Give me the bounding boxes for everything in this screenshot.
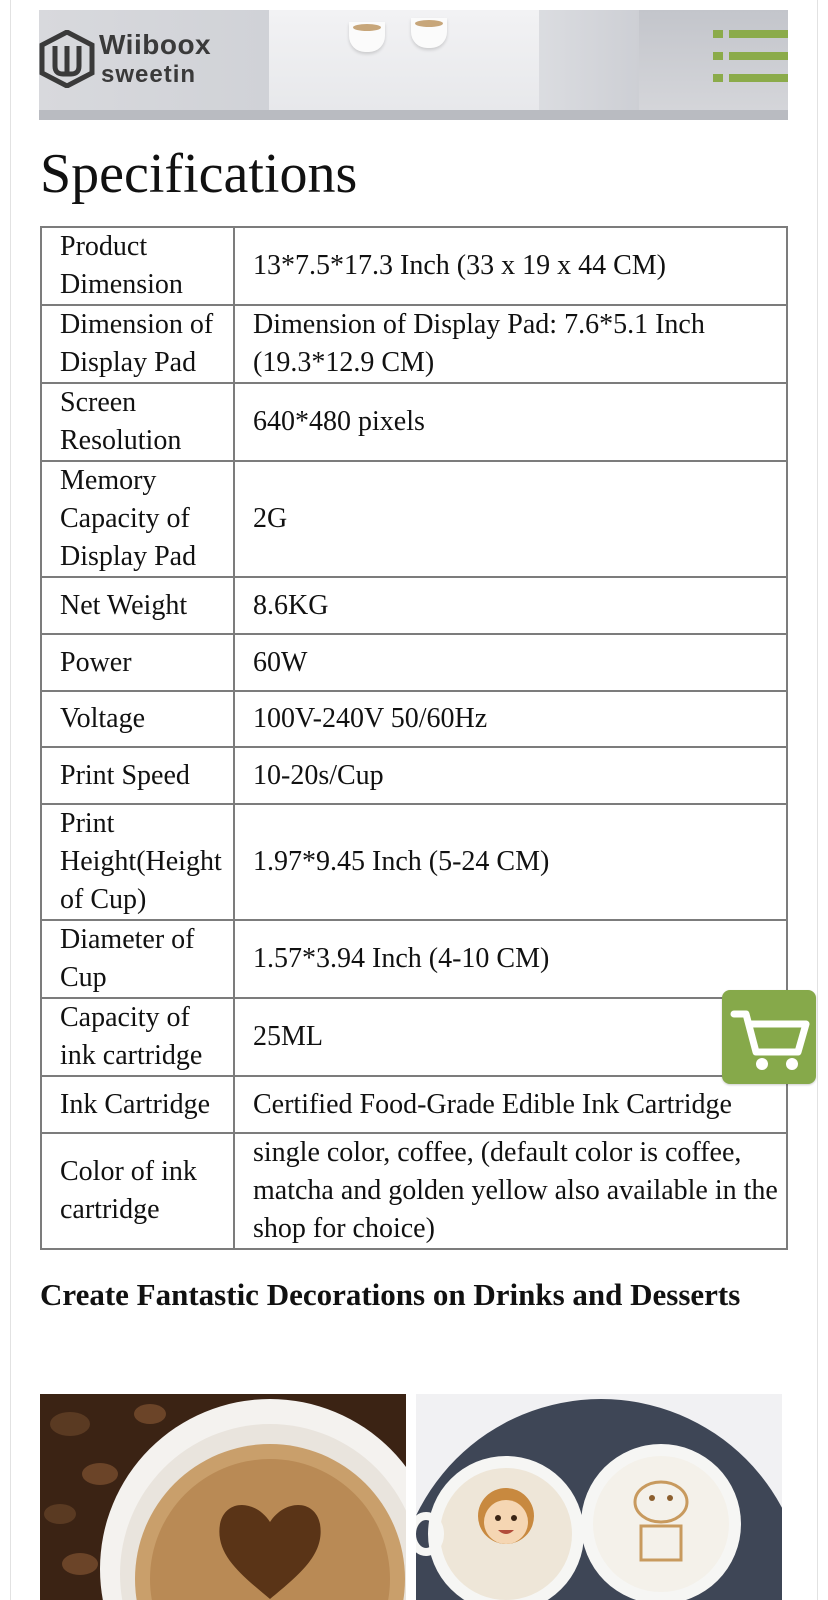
spec-label: Dimension of Display Pad (41, 305, 234, 383)
spec-value: 100V-240V 50/60Hz (234, 691, 787, 747)
table-row (41, 305, 787, 383)
spec-label: Print Height(Height of Cup) (41, 804, 234, 920)
brand-sub: sweetin (101, 61, 197, 88)
spec-label: Power (41, 634, 234, 691)
spec-label: Capacity of ink cartridge (41, 998, 234, 1076)
table-row (41, 1076, 787, 1133)
hamburger-menu-icon[interactable] (713, 30, 788, 86)
spec-label: Color of ink cartridge (41, 1133, 234, 1249)
spec-value: 2G (234, 461, 787, 577)
spec-value: 25ML (234, 998, 787, 1076)
table-row (41, 804, 787, 920)
spec-value: 640*480 pixels (234, 383, 787, 461)
table-row (41, 998, 787, 1076)
page-title: Specifications (40, 143, 358, 205)
spec-label: Screen Resolution (41, 383, 234, 461)
spec-value: Dimension of Display Pad: 7.6*5.1 Inch (19.3*12.9 CM) (234, 305, 787, 383)
table-row (41, 461, 787, 577)
table-row (41, 634, 787, 691)
brand-name: Wiiboox (99, 29, 212, 60)
cup-decoration (349, 22, 385, 52)
cup-decoration (411, 18, 447, 48)
spec-value: 60W (234, 634, 787, 691)
table-row (41, 577, 787, 634)
table-row (41, 747, 787, 804)
spec-value: 10-20s/Cup (234, 747, 787, 804)
spec-value: 8.6KG (234, 577, 787, 634)
wiiboox-logo-icon (39, 30, 95, 88)
shopping-cart-button[interactable] (722, 990, 816, 1084)
table-row (41, 227, 787, 305)
spec-value: single color, coffee, (default color is coffee, matcha and golden yellow also available in the shop for choice) (234, 1133, 787, 1249)
spec-label: Diameter of Cup (41, 920, 234, 998)
latte-heart-photo (40, 1394, 406, 1600)
section-heading: Create Fantastic Decorations on Drinks and Desserts (40, 1277, 741, 1312)
specs-table (40, 226, 788, 1250)
printed-cartoon-cups-photo (416, 1394, 782, 1600)
table-row (41, 691, 787, 747)
table-row (41, 920, 787, 998)
spec-label: Print Speed (41, 747, 234, 804)
table-row (41, 383, 787, 461)
spec-value: 13*7.5*17.3 Inch (33 x 19 x 44 CM) (234, 227, 787, 305)
table-row (41, 1133, 787, 1249)
brand-logo-link[interactable] (39, 10, 239, 110)
spec-label: Voltage (41, 691, 234, 747)
spec-value: 1.97*9.45 Inch (5-24 CM) (234, 804, 787, 920)
spec-label: Product Dimension (41, 227, 234, 305)
spec-value: Certified Food-Grade Edible Ink Cartridge (234, 1076, 787, 1133)
spec-label: Net Weight (41, 577, 234, 634)
spec-label: Ink Cartridge (41, 1076, 234, 1133)
shopping-cart-icon (722, 990, 816, 1084)
spec-label: Memory Capacity of Display Pad (41, 461, 234, 577)
spec-value: 1.57*3.94 Inch (4-10 CM) (234, 920, 787, 998)
header-banner (39, 10, 788, 120)
